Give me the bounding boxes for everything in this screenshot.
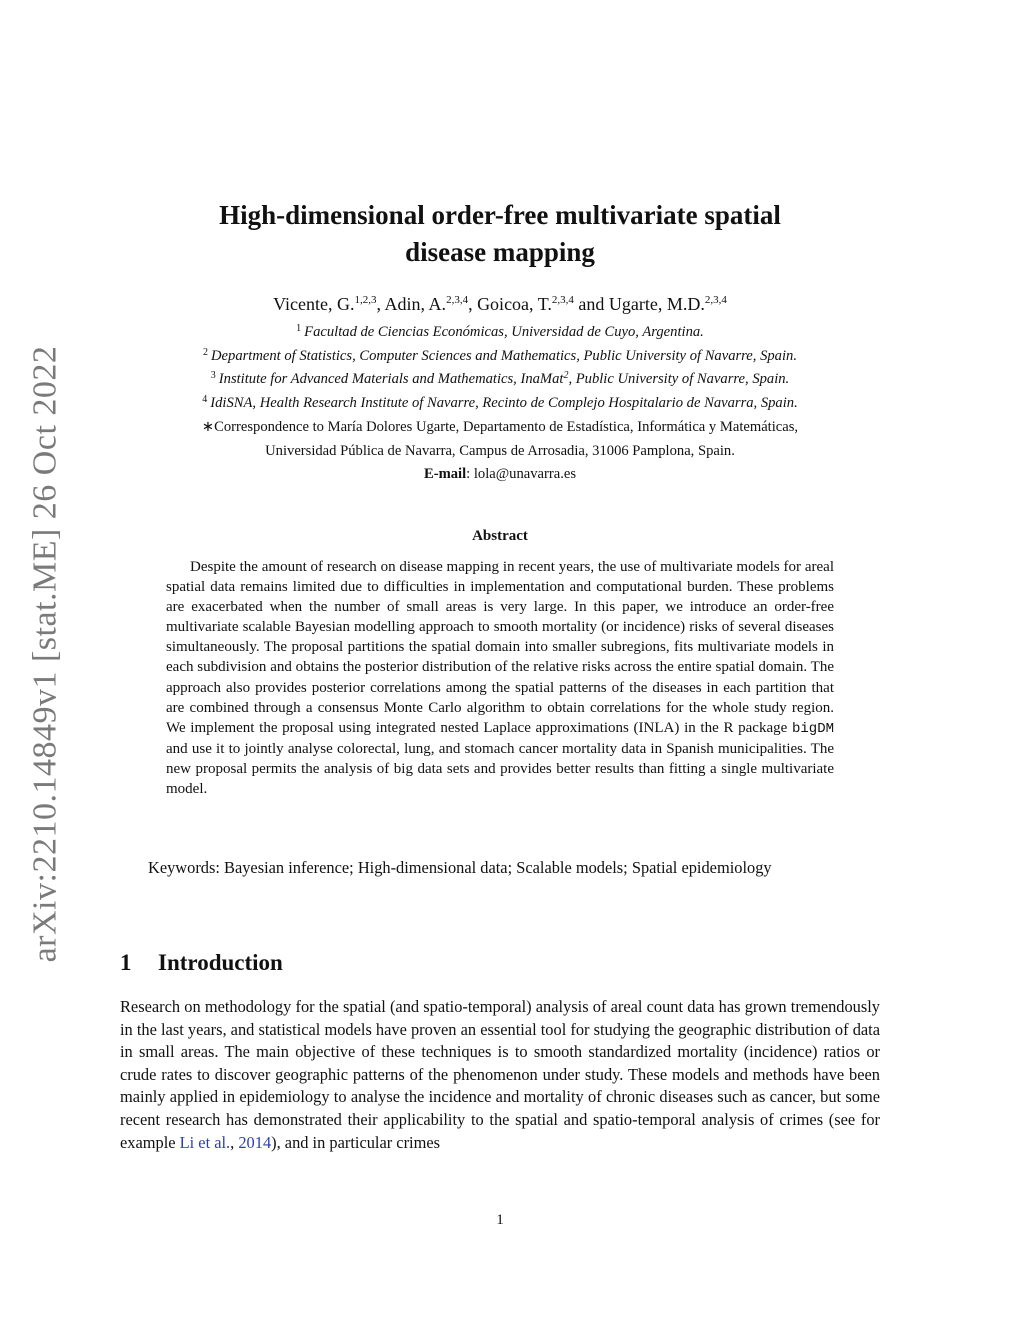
section-title: Introduction <box>158 950 283 975</box>
keywords-paragraph: Keywords: Bayesian inference; High-dimensional data; Scalable models; Spatial epidemiology <box>148 858 772 877</box>
title-line-1: High-dimensional order-free multivariate spatial <box>219 200 781 230</box>
email-address: : lola@unavarra.es <box>466 466 577 483</box>
affiliation-1: $^1$ Facultad de Ciencias Económicas, Universidad de Cuyo, Argentina. <box>296 323 704 340</box>
section-heading-introduction <box>120 950 620 976</box>
page-number: 1 <box>496 1212 504 1228</box>
author-list <box>120 292 880 316</box>
affiliation-3: $^3$ Institute for Advanced Materials and Mathematics, InaMat$^2$, Public University of Navarre, Spain. <box>210 370 790 388</box>
abstract-body <box>166 557 834 799</box>
correspondence-line-2: Universidad Pública de Navarra, Campus de Arrosadia, 31006 Pamplona, Spain. <box>265 442 735 459</box>
author-name: Goicoa, T. <box>477 294 552 314</box>
abstract-text-part-2: and use it to jointly analyse colorectal, lung, and stomach cancer mortality data in Spanish municipalities. The new proposal permits the analysis of big data sets and provides better results than fitting a single multivariate model. <box>166 740 834 798</box>
correspondence-line-1: ∗Correspondence to María Dolores Ugarte, Departamento de Estadística, Informática y Matemáticas, <box>201 418 799 435</box>
author-separator: and <box>573 294 609 314</box>
affiliation-2: $^2$ Department of Statistics, Computer Sciences and Mathematics, Public University of Navarre, Spain. <box>203 346 797 364</box>
affiliation-4: $^4$ IdiSNA, Health Research Institute of Navarre, Recinto de Complejo Hospitalario de Navarra, Spain. <box>202 394 798 412</box>
author-affiliation-marks: 2,3,4 <box>446 294 469 306</box>
package-name-code: bigDM <box>791 720 834 737</box>
citation-link-year[interactable]: 2014 <box>238 1132 272 1152</box>
author-name: Adin, A. <box>384 294 447 314</box>
section-number: 1 <box>120 950 132 975</box>
citation-comma: , <box>230 1132 239 1152</box>
introduction-paragraph <box>120 996 880 1154</box>
email-label: E-mail <box>423 466 467 483</box>
author-affiliation-marks: 1,2,3 <box>354 294 377 306</box>
author-name: Ugarte, M.D. <box>608 294 705 314</box>
intro-text-part-1: Research on methodology for the spatial (and spatio-temporal) analysis of areal count data has grown tremendously in the last years, and statistical models have proven an essential tool for studying the geographic distribution of data in small areas. The main objective of these techniques is to smooth standardized mortality (incidence) ratios or crude rates to discover geographic patterns of the phenomenon under study. These models and methods have been mainly applied in epidemiology to analyse the incidence and mortality of chronic diseases such as cancer, but some recent research has demonstrated their applicability to the spatial and spatio-temporal analysis of crimes (see for example <box>120 997 880 1152</box>
correspondence-email <box>100 463 900 487</box>
arxiv-identifier-text: arXiv:2210.14849v1 [stat.ME] 26 Oct 2022 <box>26 345 63 963</box>
author-affiliation-marks: 2,3,4 <box>551 294 574 306</box>
arxiv-identifier-stamp <box>12 345 78 963</box>
abstract-heading: Abstract <box>472 528 528 544</box>
paper-title <box>140 197 860 271</box>
citation-link-author[interactable]: Li et al. <box>179 1132 231 1152</box>
author-separator: , <box>468 294 478 314</box>
intro-text-part-2: ), and in particular crimes <box>271 1132 440 1152</box>
author-separator: , <box>376 294 385 314</box>
author-name: Vicente, G. <box>273 294 355 314</box>
abstract-text-part-1: Despite the amount of research on disease mapping in recent years, the use of multivariate models for areal spatial data remains limited due to difficulties in implementation and computational burden. These problems are exacerbated when the number of small areas is very large. In this paper, we introduce an order-free multivariate scalable Bayesian modelling approach to smooth mortality (or incidence) risks of several diseases simultaneously. The proposal partitions the spatial domain into smaller subregions, fits multivariate models in each subdivision and obtains the posterior distribution of the relative risks across the entire spatial domain. The approach also provides posterior correlations among the spatial patterns of the diseases in each partition that are combined through a consensus Monte Carlo algorithm to obtain correlations for the whole study region. We implement the proposal using integrated nested Laplace approximations (INLA) in the R package <box>166 559 834 736</box>
affiliations-block <box>100 321 900 487</box>
title-line-2: disease mapping <box>405 237 595 267</box>
author-affiliation-marks: 2,3,4 <box>704 294 727 306</box>
